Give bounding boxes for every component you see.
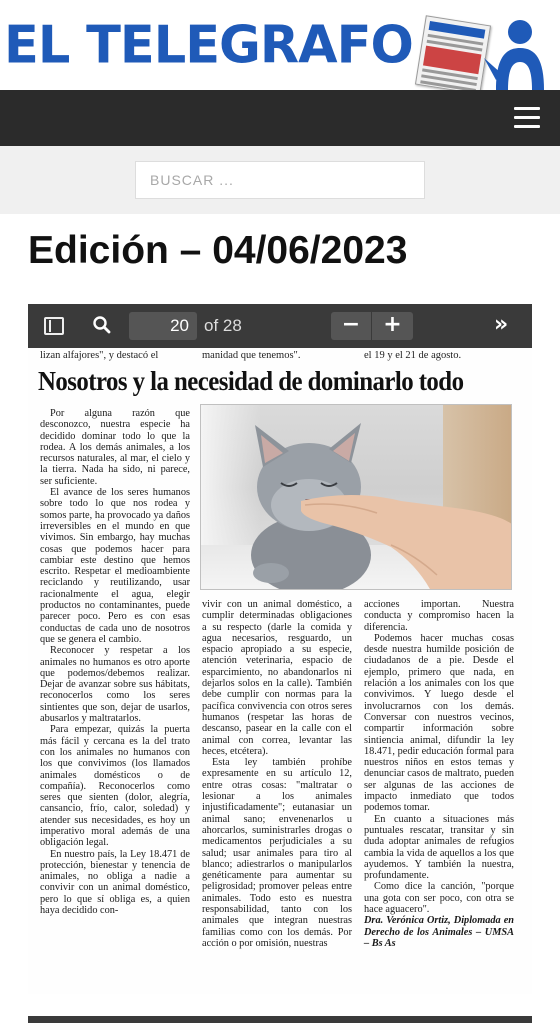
article-column-3	[364, 599, 514, 949]
paragraph: En nuestro país, la Ley 18.471 de protección, bienestar y tenencia de animales, no obliga a nadie a convivir con un animal doméstico, pero lo que sí obliga es, a quien haya decidido con-	[40, 848, 190, 917]
cat-being-petted-photo	[200, 404, 512, 590]
sidebar-toggle-icon[interactable]	[44, 317, 64, 335]
newspaper-logo-icon	[415, 15, 491, 94]
author-signature: Dra. Verónica Ortiz, Diplomada en Derecho de los Animales – UMSA – Bs As	[364, 915, 514, 949]
search-area	[0, 146, 560, 214]
pdf-page	[28, 348, 532, 994]
article-column-2	[202, 599, 352, 949]
paragraph: En cuanto a situaciones más puntuales rescatar, transitar y sin duda adoptar animales de refugios cambia la vida de aquellos a los que ayudemos. Y también la nuestra, profundamente.	[364, 813, 514, 882]
search-input[interactable]	[135, 161, 425, 199]
page-title: Edición – 04/06/2023	[28, 229, 408, 272]
page-count-label: of 28	[204, 316, 242, 335]
paragraph: Esta ley también prohíbe expresamente en su artículo 12, entre otras cosas: "maltratar o lesionar a los animales injustificadamente"; eutanasiar un animal sano; envenenarlos u ahorcarlos, suministrarles drogas o medicamentos perjudiciales a su salud; usar animales para tiro al blanco; adiestrarlos o manipularlos genéticamente para aumentar su peligrosidad; promover peleas entre animales. Todo esto es nuestra responsabilidad, tanto con los animales que integran nuestras familias como con los demás. Por acción o por omisión, nuestras	[202, 757, 352, 949]
paragraph: Para empezar, quizás la puerta más fácil y cercana es la del trato con los animales no humanos con los que convivimos (los llamados animales domésticos o de compañía). Reconocerlos como seres que sienten (dolor, alegría, cansancio, frío, calor, soledad) y atender sus necesidades, es hoy un imperativo moral además de una obligación legal.	[40, 724, 190, 849]
next-viewer-toolbar	[28, 1016, 532, 1023]
top-fragment: manidad que tenemos".	[202, 350, 301, 361]
page-number-input[interactable]: 20	[129, 312, 197, 340]
pdf-toolbar	[28, 304, 532, 348]
zoom-out-button[interactable]: −	[331, 312, 372, 340]
zoom-controls	[331, 312, 413, 340]
paragraph: vivir con un animal doméstico, a cumplir determinadas obligaciones a su respecto (darle la comida y agua necesarios, resguardo, un espacio apropiado a su especie, atención veterinaria, espacio de esparcimiento, no abandonarlos ni dejarlos solos en la calle). También debe cumplir con normas para la pacífica convivencia con otros seres humanos (respetar las horas de descanso, pasear en la calle con el animal con correa, levantar las heces, etcétera).	[202, 599, 352, 757]
zoom-in-button[interactable]: +	[383, 312, 402, 337]
paragraph: Podemos hacer muchas cosas desde nuestra humilde posición de ciudadanos de a pie. Desde el ejemplo, primero que nada, en relación a los animales con los que convivimos. Y luego desde el involucrarnos con los demás. Conversar con nuestros vecinos, compartir información sobre sintiencia animal, difundir la ley 18.471, pedir educación formal para nuestros niños en estos temas y denunciar casos de maltrato, pueden ser algunas de las acciones de impacto inmediato que todos podemos tomar.	[364, 632, 514, 814]
reader-person-icon	[482, 14, 556, 90]
top-fragment: lizan alfajores", y destacó el	[40, 350, 159, 361]
pdf-viewer	[28, 304, 532, 994]
paragraph: acciones importan. Nuestra conducta y compromiso hacen la diferencia.	[364, 599, 514, 633]
hamburger-menu-icon[interactable]	[514, 107, 540, 129]
paragraph: Por alguna razón que desconozco, nuestra especie ha decidido dominar todo lo que la rodea. A los demás animales, a los recursos naturales, al mar, el cielo y la tierra. Nada ha sido, ni parece, ser suficiente.	[40, 408, 190, 487]
next-page-icon[interactable]: »	[494, 312, 509, 337]
paragraph: El avance de los seres humanos sobre todo lo que nos rodea y somos parte, ha provocado ya daños irreversibles en el mundo en que vivimos. Sin embargo, hay muchas cosas que podemos hacer para cambiar este destino que hemos escrito. Respetar el medioambiente reciclando y reutilizando, usar racionalmente el agua, elegir productos no contaminantes, puede parecer poco. Pero es con esas conductas de cada uno de nosotros que se genera el cambio.	[40, 487, 190, 645]
search-icon[interactable]	[92, 315, 112, 335]
paragraph: Como dice la canción, "porque una gota con ser poco, con otra se hace aguacero".	[364, 881, 514, 916]
site-logo[interactable]: EL TELEGRAFO	[4, 15, 413, 76]
article-column-1	[40, 408, 190, 916]
article-headline: Nosotros y la necesidad de dominarlo todo	[38, 366, 464, 396]
paragraph: Reconocer y respetar a los animales no humanos es otro aporte que podemos/debemos realizar. Dejar de avanzar sobre sus hábitats, reconocerlos como los seres sintientes que son, dejar de usarlos, abusarlos y maltratarlos.	[40, 645, 190, 725]
top-fragment: el 19 y el 21 de agosto.	[364, 350, 462, 361]
nav-bar	[0, 90, 560, 146]
site-header	[0, 0, 560, 90]
